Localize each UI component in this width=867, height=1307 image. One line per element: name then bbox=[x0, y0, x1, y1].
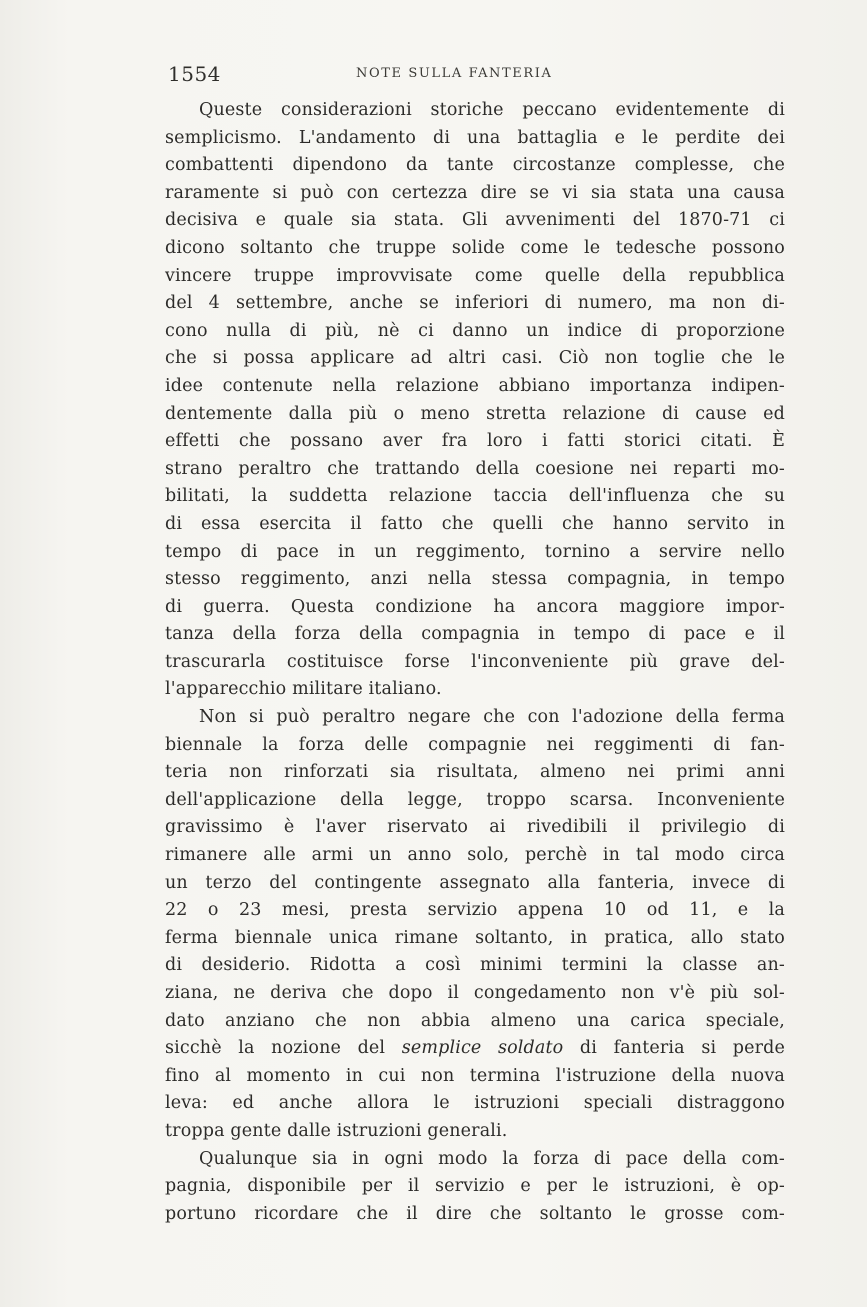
text-line: portuno ricordare che il dire che soltanto le grosse com- bbox=[165, 1203, 785, 1224]
text-line: strano peraltro che trattando della coesione nei reparti mo- bbox=[165, 458, 785, 479]
text-line: ferma biennale unica rimane soltanto, in pratica, allo stato bbox=[165, 927, 785, 948]
text-line: leva: ed anche allora le istruzioni speciali distraggono bbox=[165, 1093, 785, 1114]
text-line: teria non rinforzati sia risultata, almeno nei primi anni bbox=[165, 762, 785, 783]
running-title: NOTE SULLA FANTERIA bbox=[356, 66, 553, 81]
text-line: di desiderio. Ridotta a così minimi termini la classe an- bbox=[165, 955, 785, 976]
text-line: semplicismo. L'andamento di una battaglia e le perdite dei bbox=[165, 127, 785, 148]
text-line: tanza della forza della compagnia in tempo di pace e il bbox=[165, 624, 785, 645]
text-line: vincere truppe improvvisate come quelle della repubblica bbox=[165, 265, 785, 286]
text-line: raramente si può con certezza dire se vi sia stata una causa bbox=[165, 182, 785, 203]
text-line: bilitati, la suddetta relazione taccia dell'influenza che su bbox=[165, 486, 785, 507]
text-line: gravissimo è l'aver riservato ai rivedibili il privilegio di bbox=[165, 817, 785, 838]
text-line: idee contenute nella relazione abbiano importanza indipen- bbox=[165, 375, 785, 396]
text-line: pagnia, disponibile per il servizio e per le istruzioni, è op- bbox=[165, 1176, 785, 1197]
page-header bbox=[166, 62, 784, 90]
text-line: trascurarla costituisce forse l'inconveniente più grave del- bbox=[165, 651, 785, 672]
text-line: decisiva e quale sia stata. Gli avvenimenti del 1870-71 ci bbox=[165, 210, 785, 231]
text-line: dicono soltanto che truppe solide come le tedesche possono bbox=[165, 237, 785, 258]
text-line: 22 o 23 mesi, presta servizio appena 10 od 11, e la bbox=[165, 900, 785, 921]
text-line: che si possa applicare ad altri casi. Ciò non toglie che le bbox=[165, 348, 785, 369]
text-line: troppa gente dalle istruzioni generali. bbox=[165, 1120, 508, 1141]
text-line: ziana, ne deriva che dopo il congedamento non v'è più sol- bbox=[165, 983, 785, 1003]
text-line: un terzo del contingente assegnato alla fanteria, invece di bbox=[165, 872, 785, 893]
text-line: Qualunque sia in ogni modo la forza di pace della com- bbox=[199, 1148, 785, 1169]
text-line: stesso reggimento, anzi nella stessa compagnia, in tempo bbox=[165, 569, 785, 590]
text-line: Non si può peraltro negare che con l'adozione della ferma bbox=[199, 707, 785, 728]
text-line: biennale la forza delle compagnie nei reggimenti di fan- bbox=[165, 734, 785, 755]
italic-phrase: semplice soldato bbox=[401, 1038, 564, 1059]
text-line: l'apparecchio militare italiano. bbox=[165, 679, 442, 700]
text-line: effetti che possano aver fra loro i fatti storici citati. È bbox=[165, 431, 785, 452]
text-line: di guerra. Questa condizione ha ancora maggiore impor- bbox=[165, 596, 785, 617]
text-line: del 4 settembre, anche se inferiori di numero, ma non di- bbox=[165, 293, 785, 314]
text-line: dato anziano che non abbia almeno una carica speciale, bbox=[165, 1010, 785, 1031]
text-line: di essa esercita il fatto che quelli che hanno servito in bbox=[165, 513, 785, 534]
text-line: combattenti dipendono da tante circostanze complesse, che bbox=[165, 155, 785, 176]
text-run: sicchè la nozione del bbox=[165, 1038, 402, 1059]
text-line: tempo di pace in un reggimento, tornino a servire nello bbox=[165, 541, 785, 562]
page-number: 1554 bbox=[168, 62, 221, 86]
text-line: rimanere alle armi un anno solo, perchè in tal modo circa bbox=[165, 845, 785, 866]
text-line: dell'applicazione della legge, troppo scarsa. Inconveniente bbox=[165, 789, 785, 810]
text-line-with-italic bbox=[165, 1035, 785, 1063]
body-text bbox=[165, 97, 785, 1228]
text-line: Queste considerazioni storiche peccano evidentemente di bbox=[199, 100, 785, 120]
text-line: dentemente dalla più o meno stretta relazione di cause ed bbox=[165, 403, 785, 424]
text-line: cono nulla di più, nè ci danno un indice di proporzione bbox=[165, 320, 785, 341]
text-run: di fanteria si perde bbox=[563, 1038, 785, 1059]
text-line: fino al momento in cui non termina l'istruzione della nuova bbox=[165, 1065, 785, 1086]
